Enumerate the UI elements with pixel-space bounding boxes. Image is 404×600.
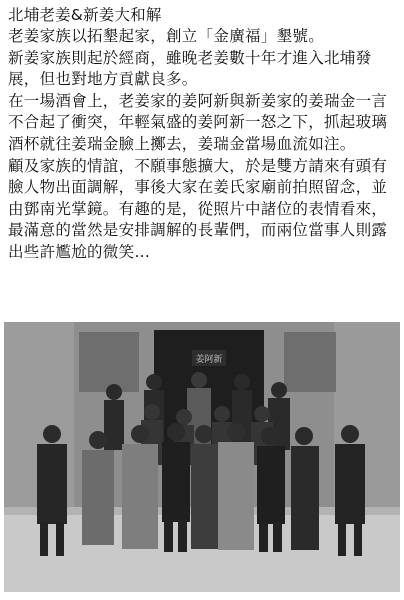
group-photo	[4, 322, 400, 592]
article	[8, 4, 400, 264]
carved-window-left	[79, 332, 139, 392]
paragraph-4: 顧及家族的情誼，不願事態擴大，於是雙方請來有頭有臉人物出面調解，事後大家在姜氏家廟前拍照留念，並由鄧南光掌鏡。有趣的是，從照片中諸位的表情看來，最滿意的當然是安排調解的長輩們，而兩位當事人則露出些許尷尬的微笑…	[8, 156, 388, 261]
paragraph-2: 新姜家族則起於經商，雖晚老姜數十年才進入北埔發展，但也對地方貢獻良多。	[8, 48, 372, 89]
paragraph-3: 在一場酒會上，老姜家的姜阿新與新姜家的姜瑞金一言不合起了衝突，年輕氣盛的姜阿新一怒之下，抓起玻璃酒杯就往姜瑞金臉上擲去，姜瑞金當場血流如注。	[8, 91, 388, 153]
group-photo-illustration	[4, 322, 400, 592]
paragraph-1: 老姜家族以拓墾起家，創立「金廣福」墾號。	[8, 27, 325, 45]
carved-window-right	[284, 332, 336, 392]
article-title: 北埔老姜&新姜大和解	[8, 6, 162, 24]
door-plaque-text: 姜阿新	[195, 355, 223, 365]
